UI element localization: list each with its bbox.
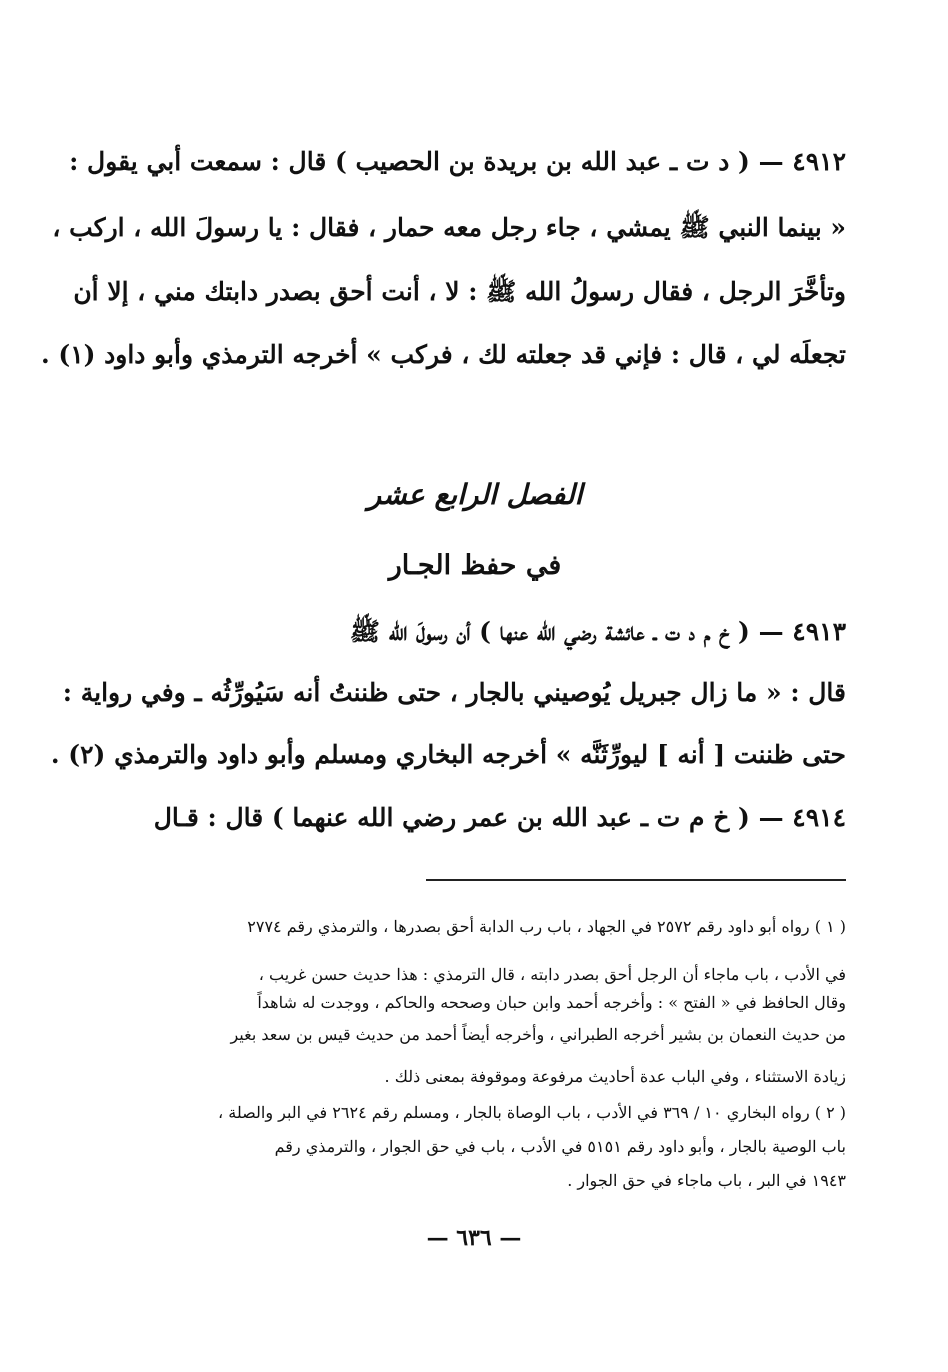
footnote-line: من حديث النعمان بن بشير أخرجه الطبراني ، وأخرجه أيضاً أحمد من حديث قيس بن سعد بغير (230, 1025, 846, 1044)
footnote-line: وقال الحافظ في « الفتح » : وأخرجه أحمد وابن حبان وصححه والحاكم ، ووجدت له شاهداً (257, 993, 846, 1012)
footnote-line: زيادة الاستثناء ، وفي الباب عدة أحاديث مرفوعة وموقوفة بمعنى ذلك . (384, 1067, 846, 1086)
hadith-4912-line-4: تجعلَه لي ، قال : فإني قد جعلته لك ، فركب » أخرجه الترمذي وأبو داود (١) . (40, 340, 846, 369)
hadith-4912-line-3: وتأخَّرَ الرجل ، فقال رسولُ الله ﷺ : لا ، أنت أحق بصدر دابتك مني ، إلا أن (73, 277, 846, 306)
footnote-line: ( ١ ) رواه أبو داود رقم ٢٥٧٢ في الجهاد ، باب رب الدابة أحق بصدرها ، والترمذي رقم ٢٧٧٤ (247, 917, 846, 936)
chapter-title: الفصل الرابع عشر (367, 478, 583, 511)
hadith-4913-line-2: قال : « ما زال جبريل يُوصيني بالجار ، حتى ظننتُ أنه سَيُورِّثُه ـ وفي رواية : (62, 678, 846, 707)
hadith-4913-line-3: حتى ظننت [ أنه ] ليورِّثَنَّه » أخرجه البخاري ومسلم وأبو داود والترمذي (٢) . (50, 740, 846, 769)
footnote-line: في الأدب ، باب ماجاء أن الرجل أحق بصدر دابته ، قال الترمذي : هذا حديث حسن غريب ، (258, 965, 846, 984)
footnote-line: ١٩٤٣ في البر ، باب ماجاء في حق الجوار . (567, 1171, 846, 1190)
footnote-line: باب الوصية بالجار ، وأبو داود رقم ٥١٥١ في الأدب ، باب في حق الجوار ، والترمذي رقم (274, 1137, 846, 1156)
hadith-4912-line-2: « بينما النبي ﷺ يمشي ، جاء رجل معه حمار ، فقال : يا رسولَ الله ، اركب ، (52, 213, 846, 242)
hadith-4913-line-1: ٤٩١٣ — ( خ م د ت ـ عائشة رضي الله عنها ) أن رسولَ الله ﷺ (349, 617, 846, 646)
hadith-4914-line-1: ٤٩١٤ — ( خ م ت ـ عبد الله بن عمر رضي الله عنهما ) قال : قـال (153, 803, 846, 832)
page-number: — ٦٣٦ — (426, 1225, 522, 1251)
hadith-4912-line-1: ٤٩١٢ — ( د ت ـ عبد الله بن بريدة بن الحصيب ) قال : سمعت أبي يقول : (69, 147, 846, 176)
chapter-subtitle: في حفظ الجـار (388, 550, 562, 581)
footnote-divider (426, 879, 846, 881)
footnote-line: ( ٢ ) رواه البخاري ١٠ / ٣٦٩ في الأدب ، باب الوصاة بالجار ، ومسلم رقم ٢٦٢٤ في البر والصلة ، (218, 1103, 846, 1122)
